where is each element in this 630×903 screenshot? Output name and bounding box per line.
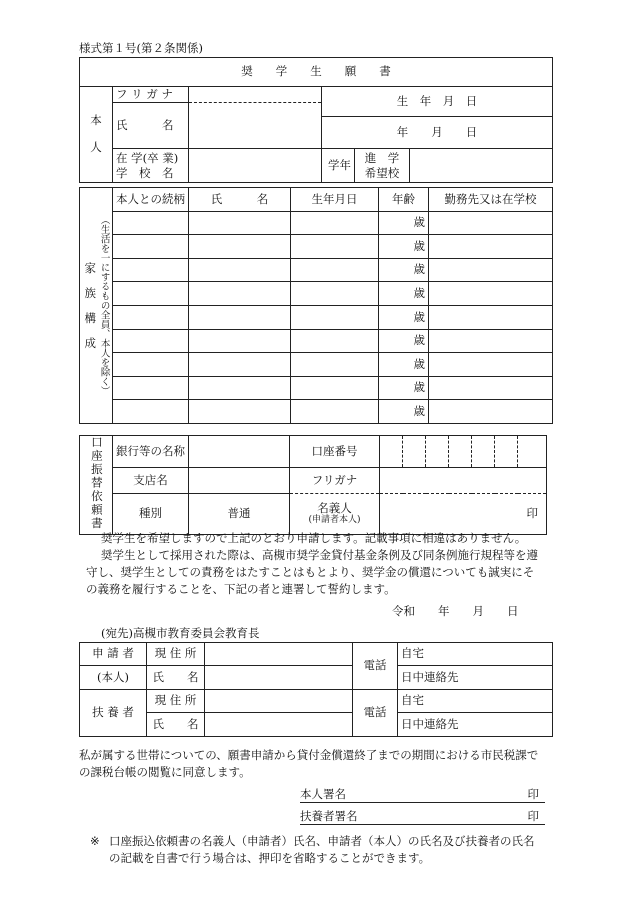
holder-furigana-label: フリガナ xyxy=(290,468,380,493)
birth-label: 生 年 月 日 xyxy=(322,87,553,117)
addressee: (宛先)高槻市教育委員会教育長 xyxy=(101,626,260,640)
name-field[interactable] xyxy=(189,103,322,149)
table-row xyxy=(80,330,553,353)
applicant-name-label: 氏 名 xyxy=(147,666,205,690)
bank-side-label: 口座振替依頼書 xyxy=(89,436,104,531)
family-side-note: （生活を一にするもの全員、本人を除く） xyxy=(98,215,110,396)
note-line-1: 口座振込依頼書の名義人（申請者）氏名、申請者（本人）の氏名及び扶養者の氏名 xyxy=(109,834,535,848)
account-digit[interactable] xyxy=(472,436,495,468)
guardian-label: 扶 養 者 xyxy=(80,690,147,737)
table-row xyxy=(80,306,553,330)
statement-line-3: 守し、奨学生としての責務をはたすことはもとより、奨学金の償還についても誠実にそ xyxy=(86,565,535,579)
guardian-address-label: 現 住 所 xyxy=(147,690,205,713)
table-row xyxy=(80,377,553,400)
statement-line-4: の義務を履行することを、下記の者と連署して誓約します。 xyxy=(86,582,396,596)
applicant-name-field[interactable] xyxy=(205,666,353,690)
consent-line-1: 私が属する世帯についての、願書申請から貸付金償還終了までの期間における市民税課で xyxy=(79,748,539,762)
guardian-home-phone[interactable]: 自宅 xyxy=(398,690,553,713)
account-no-label: 口座番号 xyxy=(290,436,380,468)
guardian-signature-seal: 印 xyxy=(527,809,539,823)
form-title: 奨 学 生 願 書 xyxy=(80,58,553,87)
guardian-address-field[interactable] xyxy=(205,690,353,713)
bank-side-cell xyxy=(80,436,113,535)
age-unit[interactable]: 歳 xyxy=(379,377,429,400)
form-number: 様式第１号(第２条関係) xyxy=(79,41,203,55)
holder-label: 名義人 xyxy=(317,501,352,516)
age-unit[interactable]: 歳 xyxy=(379,212,429,235)
table-row xyxy=(80,400,553,424)
guardian-name-field[interactable] xyxy=(205,713,353,737)
self-signature-seal: 印 xyxy=(527,787,539,801)
age-unit[interactable]: 歳 xyxy=(379,282,429,306)
table-row xyxy=(80,282,553,306)
family-header-name: 氏 名 xyxy=(189,188,291,212)
guardian-name-label: 氏 名 xyxy=(147,713,205,737)
applicant-address-label: 現 住 所 xyxy=(147,643,205,666)
bank-name-label: 銀行等の名称 xyxy=(113,436,189,468)
school-label: 在 学(卒 業) 学 校 名 xyxy=(113,149,189,183)
holder-label-cell xyxy=(290,493,380,535)
holder-note: (申請者本人) xyxy=(308,515,361,526)
type-value: 普通 xyxy=(189,493,290,535)
table-row xyxy=(80,212,553,235)
statement-line-1: 奨学生を希望しますので上記のとおり申請します。記載事項に相違はありません。 xyxy=(101,531,527,545)
age-unit[interactable]: 歳 xyxy=(379,259,429,282)
self-signature-label: 本人署名 xyxy=(300,787,346,801)
furigana-label: フ リ ガ ナ xyxy=(113,87,189,103)
self-signature-line[interactable] xyxy=(300,786,545,803)
applicant-daytime-phone[interactable]: 日中連絡先 xyxy=(398,666,553,690)
next-school-label: 進 学 希望校 xyxy=(355,149,410,183)
table-row xyxy=(80,353,553,377)
next-school-field[interactable] xyxy=(410,149,553,183)
family-header-age: 年齢 xyxy=(379,188,429,212)
branch-field[interactable] xyxy=(189,468,290,493)
branch-label: 支店名 xyxy=(113,468,189,493)
school-field[interactable] xyxy=(189,149,351,183)
guardian-signature-line[interactable] xyxy=(300,808,545,825)
table-row xyxy=(80,235,553,259)
parties-table xyxy=(79,642,553,737)
account-digit[interactable] xyxy=(380,436,403,468)
note-line-2: の記載を自書で行う場合は、押印を省略することができます。 xyxy=(109,851,431,865)
birth-value[interactable]: 年 月 日 xyxy=(322,117,553,149)
type-label: 種別 xyxy=(113,493,189,535)
applicant-label: 申 請 者 xyxy=(80,643,147,666)
applicant-address-field[interactable] xyxy=(205,643,353,666)
table-row xyxy=(80,259,553,282)
applicant-home-phone[interactable]: 自宅 xyxy=(398,643,553,666)
family-header-relation: 本人との続柄 xyxy=(113,188,189,212)
grade-label: 学年 xyxy=(328,158,351,172)
bank-table xyxy=(79,435,547,535)
account-digit[interactable] xyxy=(449,436,472,468)
holder-seal: 印 xyxy=(526,506,538,521)
guardian-signature-label: 扶養者署名 xyxy=(300,809,358,823)
note-mark: ※ xyxy=(90,834,100,848)
consent-line-2: の課税台帳の閲覧に同意します。 xyxy=(79,765,251,779)
bank-name-field[interactable] xyxy=(189,436,290,468)
holder-field[interactable] xyxy=(380,493,547,535)
statement-line-2: 奨学生として採用された際は、高槻市奨学金貸付基金条例及び同条例施行規程等を遵 xyxy=(101,548,538,562)
account-digit[interactable] xyxy=(426,436,449,468)
family-header-work: 勤務先又は在学校 xyxy=(429,188,553,212)
applicant-table xyxy=(79,57,553,183)
age-unit[interactable]: 歳 xyxy=(379,306,429,330)
account-digit[interactable] xyxy=(518,436,547,468)
family-side-label: 家 族 構 成 xyxy=(83,261,98,350)
age-unit[interactable]: 歳 xyxy=(379,235,429,259)
family-side-cell xyxy=(80,188,113,424)
holder-furigana-field[interactable] xyxy=(380,468,547,493)
account-digit[interactable] xyxy=(495,436,518,468)
account-digit[interactable] xyxy=(403,436,426,468)
family-table xyxy=(79,187,553,424)
age-unit[interactable]: 歳 xyxy=(379,400,429,424)
age-unit[interactable]: 歳 xyxy=(379,353,429,377)
applicant-side-label: 本 人 xyxy=(80,87,113,183)
date-line[interactable]: 令和 年 月 日 xyxy=(392,604,519,618)
furigana-field[interactable] xyxy=(189,87,322,103)
family-header-birth: 生年月日 xyxy=(291,188,379,212)
applicant-sub-label: (本人) xyxy=(80,666,147,690)
name-label: 氏 名 xyxy=(113,103,189,149)
guardian-phone-label: 電話 xyxy=(353,690,398,737)
guardian-daytime-phone[interactable]: 日中連絡先 xyxy=(398,713,553,737)
age-unit[interactable]: 歳 xyxy=(379,330,429,353)
applicant-phone-label: 電話 xyxy=(353,643,398,690)
